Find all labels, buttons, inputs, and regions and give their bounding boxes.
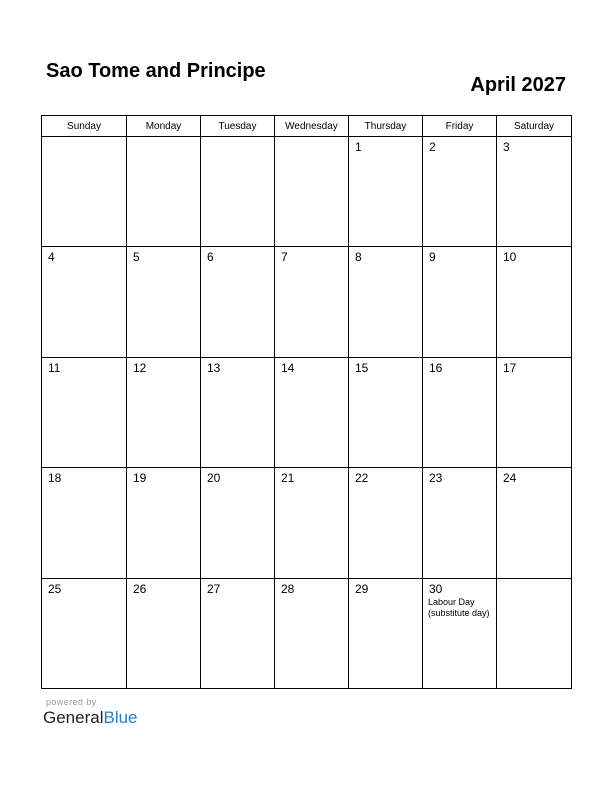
day-cell xyxy=(497,357,572,467)
day-cell xyxy=(423,137,497,247)
weekday-sunday: Sunday xyxy=(42,116,127,137)
day-cell xyxy=(349,247,423,357)
day-cell xyxy=(349,468,423,578)
day-number xyxy=(497,579,571,582)
day-number: 27 xyxy=(207,581,221,596)
week-row xyxy=(42,578,572,688)
day-number: 23 xyxy=(429,471,443,486)
day-number: 16 xyxy=(429,360,443,375)
day-cell xyxy=(423,468,497,578)
day-cell xyxy=(42,137,127,247)
day-cell xyxy=(275,578,349,688)
day-number: 5 xyxy=(133,250,140,265)
day-number: 24 xyxy=(503,471,517,486)
week-row xyxy=(42,137,572,247)
day-number: 29 xyxy=(355,581,369,596)
day-number: 9 xyxy=(429,250,436,265)
day-cell xyxy=(349,357,423,467)
weekday-header-row xyxy=(42,116,572,137)
day-cell xyxy=(275,468,349,578)
day-number xyxy=(127,137,200,140)
day-number xyxy=(42,137,126,140)
day-number: 14 xyxy=(281,360,295,375)
country-title: Sao Tome and Principe xyxy=(46,60,266,82)
logo-general: General xyxy=(43,708,104,727)
calendar-grid xyxy=(41,115,572,689)
day-number: 30 xyxy=(429,581,443,596)
day-cell xyxy=(423,247,497,357)
day-number: 13 xyxy=(207,360,221,375)
day-cell xyxy=(127,137,201,247)
day-cell xyxy=(349,578,423,688)
day-number: 17 xyxy=(503,360,517,375)
day-number: 15 xyxy=(355,360,369,375)
weekday-saturday: Saturday xyxy=(497,116,572,137)
day-cell xyxy=(497,247,572,357)
weekday-monday: Monday xyxy=(127,116,201,137)
day-number: 10 xyxy=(503,250,517,265)
day-number: 21 xyxy=(281,471,295,486)
day-number: 25 xyxy=(48,581,62,596)
day-cell xyxy=(201,357,275,467)
day-number xyxy=(201,137,274,140)
day-cell xyxy=(275,357,349,467)
weekday-tuesday: Tuesday xyxy=(201,116,275,137)
day-cell xyxy=(201,468,275,578)
week-row xyxy=(42,247,572,357)
day-number: 19 xyxy=(133,471,147,486)
day-cell xyxy=(275,247,349,357)
logo-blue: Blue xyxy=(103,708,138,727)
day-cell xyxy=(127,578,201,688)
day-number: 12 xyxy=(133,360,147,375)
day-cell xyxy=(497,578,572,688)
day-number: 26 xyxy=(133,581,147,596)
day-cell xyxy=(201,247,275,357)
weekday-friday: Friday xyxy=(423,116,497,137)
day-cell xyxy=(201,578,275,688)
week-row xyxy=(42,468,572,578)
day-number: 2 xyxy=(429,140,436,154)
week-row xyxy=(42,357,572,467)
weekday-wednesday: Wednesday xyxy=(275,116,349,137)
day-cell xyxy=(127,357,201,467)
day-number: 11 xyxy=(48,360,61,375)
day-cell xyxy=(423,578,497,688)
day-number: 8 xyxy=(355,250,362,265)
day-number: 6 xyxy=(207,250,214,265)
day-number: 4 xyxy=(48,250,55,265)
day-cell xyxy=(423,357,497,467)
powered-by-text: powered by xyxy=(46,697,97,707)
day-cell xyxy=(42,357,127,467)
day-number: 1 xyxy=(355,140,362,154)
holiday-label: Labour Day (substitute day) xyxy=(428,596,490,618)
day-cell xyxy=(497,137,572,247)
day-cell xyxy=(201,137,275,247)
day-cell xyxy=(275,137,349,247)
day-number: 7 xyxy=(281,250,288,265)
day-cell xyxy=(127,468,201,578)
month-title: April 2027 xyxy=(470,74,566,96)
day-number: 20 xyxy=(207,471,221,486)
day-number: 18 xyxy=(48,471,62,486)
day-cell xyxy=(42,578,127,688)
day-cell xyxy=(349,137,423,247)
day-number: 22 xyxy=(355,471,369,486)
weekday-thursday: Thursday xyxy=(349,116,423,137)
day-cell xyxy=(42,247,127,357)
generalblue-logo[interactable] xyxy=(43,708,138,728)
day-cell xyxy=(42,468,127,578)
day-number: 28 xyxy=(281,581,295,596)
day-cell xyxy=(127,247,201,357)
day-number: 3 xyxy=(503,140,510,154)
day-number xyxy=(275,137,348,140)
day-cell xyxy=(497,468,572,578)
